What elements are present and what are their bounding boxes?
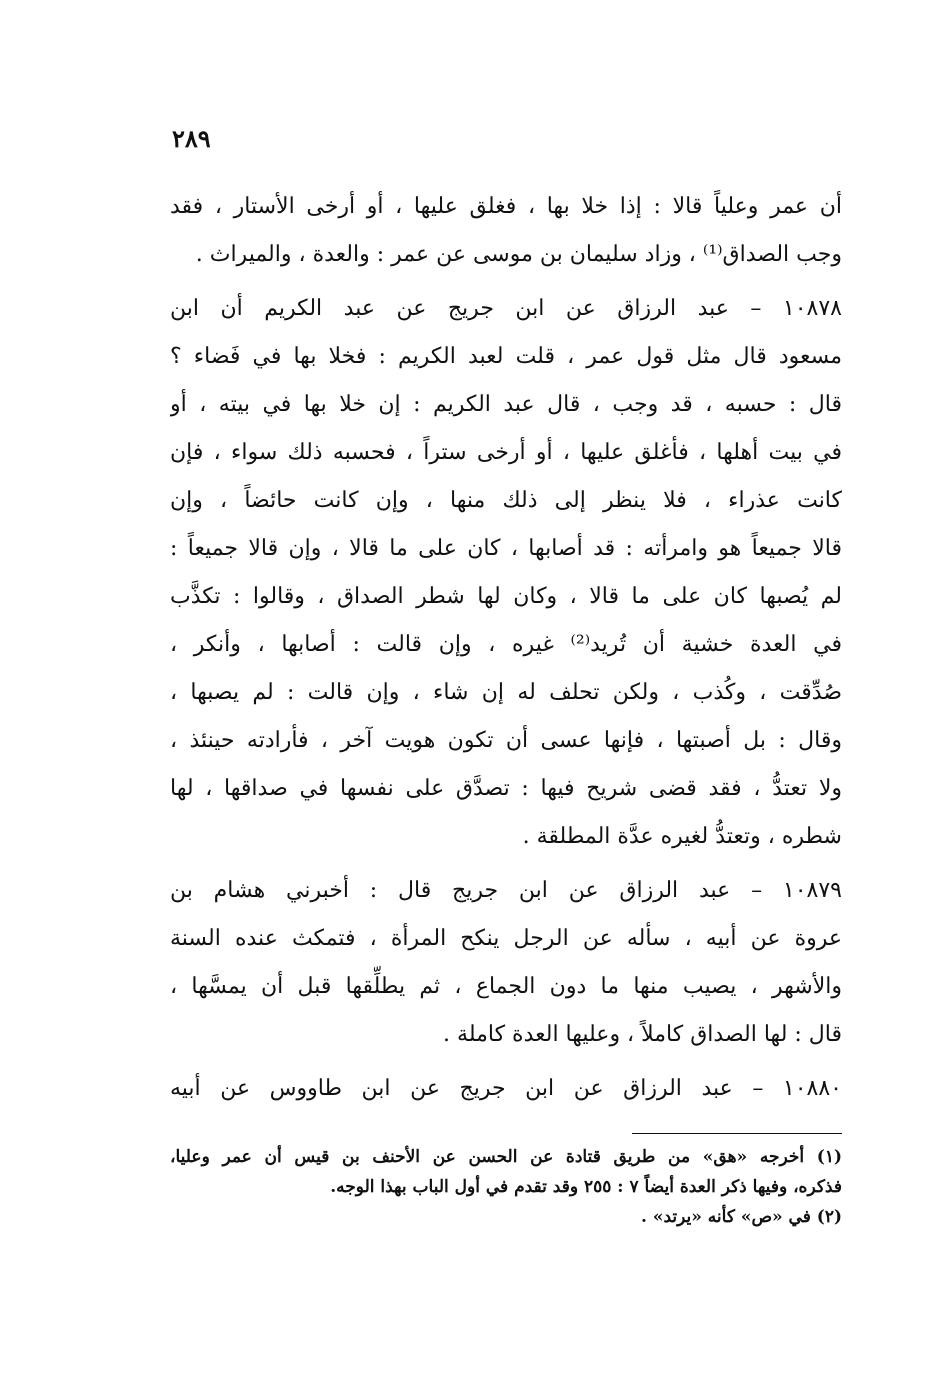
text-line: شطره ، وتعتدُّ لغيره عدَّة المطلقة .: [522, 824, 842, 849]
text-line: قال : حسبه ، قد وجب ، قال عبد الكريم : إن خلا بها في بيته ، أو: [170, 392, 842, 417]
text-line: عروة عن أبيه ، سأله عن الرجل ينكح المرأة ، فتمكث عنده السنة: [170, 926, 842, 951]
text-line: قال : لها الصداق كاملاً ، وعليها العدة كاملة .: [443, 1022, 842, 1047]
text-line: وجب الصداق⁽¹⁾ ، وزاد سليمان بن موسى عن عمر : والعدة ، والميراث .: [195, 242, 842, 267]
text-line: في العدة خشية أن تُريد⁽²⁾ غيره ، وإن قالت : أصابها ، وأنكر ،: [170, 632, 842, 657]
text-line: ١٠٨٧٩ – عبد الرزاق عن ابن جريج قال : أخبرني هشام بن: [170, 878, 842, 903]
text-line: ١٠٨٨٠ – عبد الرزاق عن ابن جريج عن ابن طاووس عن أبيه: [170, 1076, 842, 1101]
footnote-line: (١) أخرجه «هق» من طريق قتادة عن الحسن عن الأحنف بن قيس أن عمر وعليا،: [170, 1147, 842, 1167]
footnotes: [170, 1142, 842, 1232]
paragraph: [170, 867, 842, 1059]
paragraph: [170, 285, 842, 861]
text-line: كانت عذراء ، فلا ينظر إلى ذلك منها ، وإن كانت حائضاً ، وإن: [170, 488, 842, 513]
text-line: في بيت أهلها ، فأغلق عليها ، أو أرخى ستراً ، فحسبه ذلك سواء ، فإن: [170, 440, 842, 465]
footnote-line: فذكره، وفيها ذكر العدة أيضاً ٧ : ٢٥٥ وقد تقدم في أول الباب بهذا الوجه.: [330, 1177, 842, 1197]
text-line: لم يُصبها كان على ما قالا ، وكان لها شطر الصداق ، وقالوا : تكذَّب: [170, 584, 842, 609]
footnote-line: (٢) في «ص» كأنه «يرتد» .: [641, 1207, 842, 1227]
main-text: [170, 183, 842, 1119]
text-line: مسعود قال مثل قول عمر ، قلت لعبد الكريم : فخلا بها في فَضاء ؟: [170, 344, 842, 369]
text-line: صُدِّقت ، وكُذب ، ولكن تحلف له إن شاء ، وإن قالت : لم يصبها ،: [170, 680, 842, 705]
text-line: والأشهر ، يصيب منها ما دون الجماع ، ثم يطلِّقها قبل أن يمسَّها ،: [170, 974, 842, 999]
page-number: ٢٨٩: [172, 124, 211, 153]
text-line: ولا تعتدُّ ، فقد قضى شريح فيها : تصدَّق على نفسها في صداقها ، لها: [170, 776, 842, 801]
footnote-separator: [632, 1133, 842, 1134]
paragraph: [170, 1065, 842, 1113]
text-line: قالا جميعاً هو وامرأته : قد أصابها ، كان على ما قالا ، وإن قالا جميعاً :: [170, 536, 842, 561]
paragraph: [170, 183, 842, 279]
text-line: ١٠٨٧٨ – عبد الرزاق عن ابن جريج عن عبد الكريم أن ابن: [170, 296, 842, 321]
text-line: أن عمر وعلياً قالا : إذا خلا بها ، فغلق عليها ، أو أرخى الأستار ، فقد: [170, 194, 842, 219]
text-line: وقال : بل أصبتها ، فإنها عسى أن تكون هويت آخر ، فأرادته حينئذ ،: [170, 728, 842, 753]
